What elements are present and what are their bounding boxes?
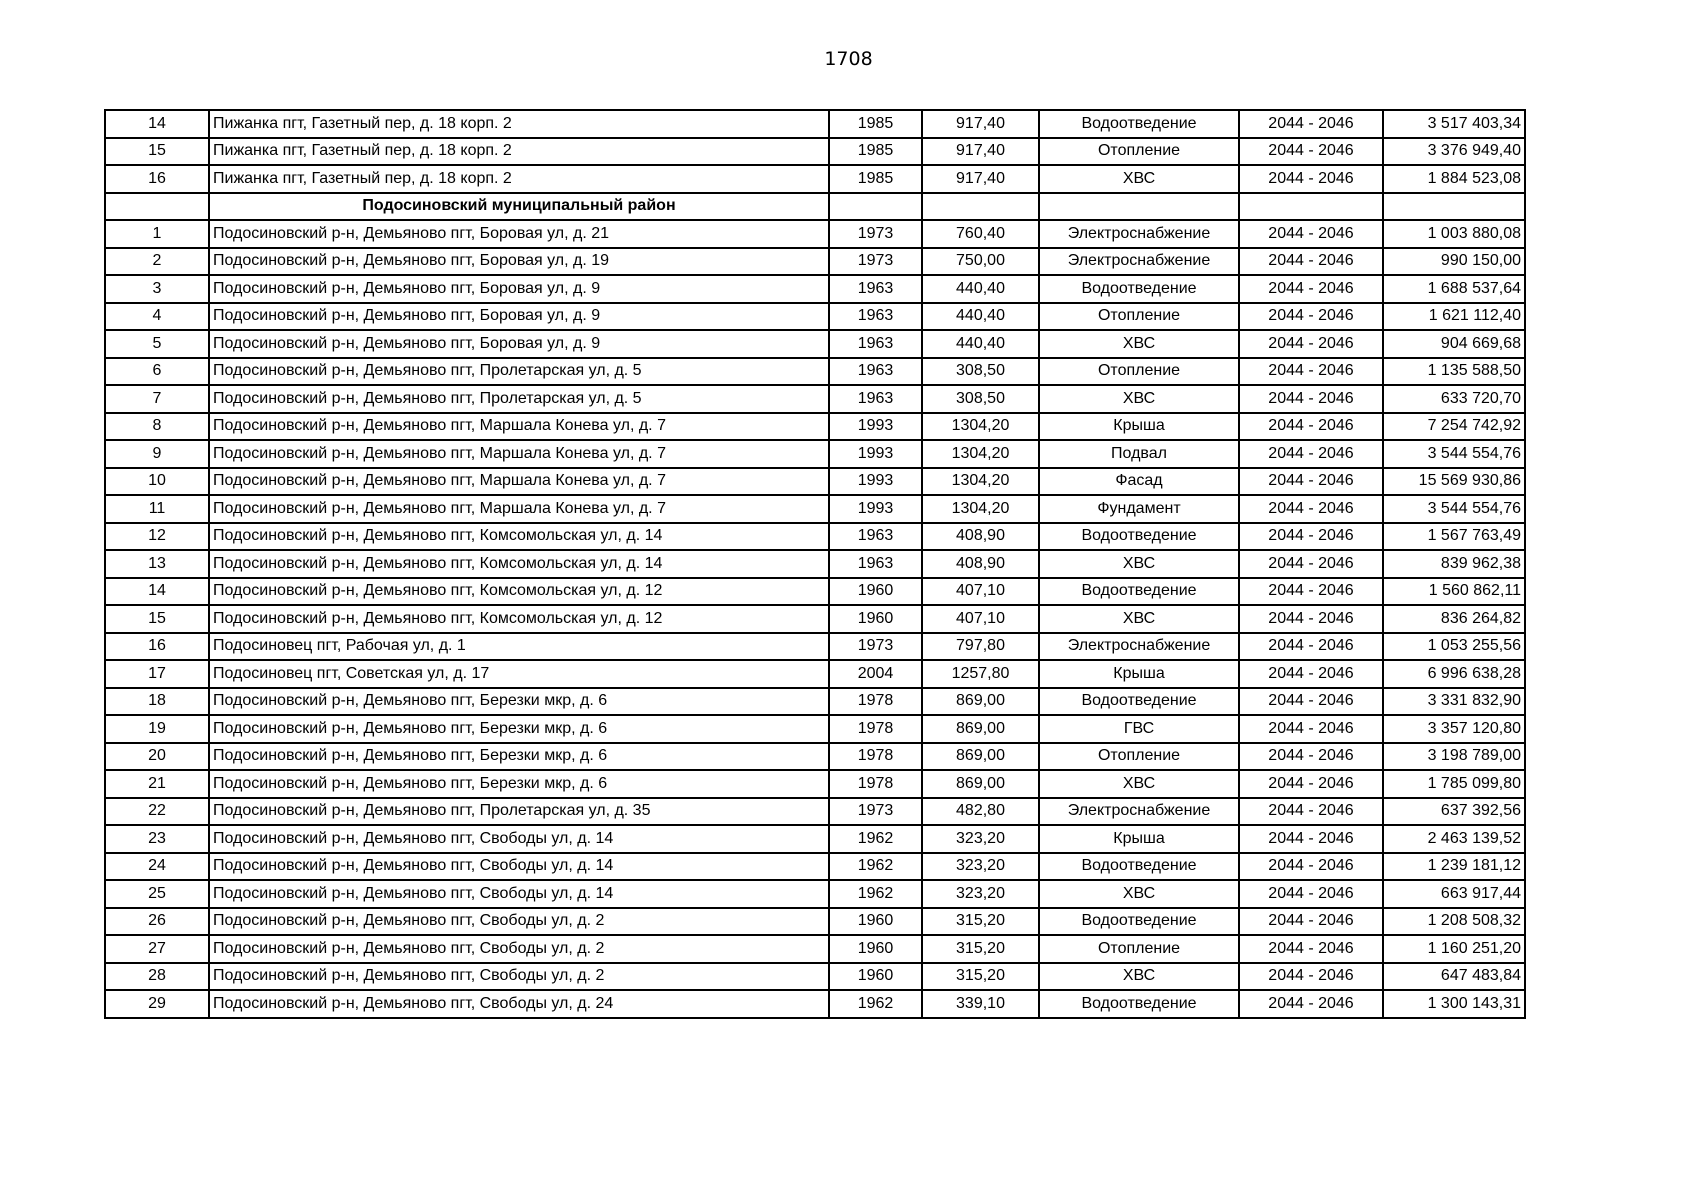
year-cell: 1963 <box>829 275 922 303</box>
work-type-cell: Водоотведение <box>1039 688 1239 716</box>
row-number: 20 <box>105 743 209 771</box>
work-type-cell: Водоотведение <box>1039 578 1239 606</box>
table-row <box>105 385 1525 413</box>
area-cell: 869,00 <box>922 770 1039 798</box>
table-row <box>105 303 1525 331</box>
cost-cell: 2 463 139,52 <box>1383 825 1525 853</box>
row-number: 14 <box>105 110 209 138</box>
year-cell: 1978 <box>829 715 922 743</box>
empty-cell <box>1039 193 1239 221</box>
register-body <box>105 110 1525 1018</box>
period-cell: 2044 - 2046 <box>1239 413 1383 441</box>
area-cell: 323,20 <box>922 853 1039 881</box>
address-cell: Подосиновский р-н, Демьяново пгт, Березки мкр, д. 6 <box>209 770 829 798</box>
area-cell: 869,00 <box>922 743 1039 771</box>
area-cell: 917,40 <box>922 165 1039 193</box>
cost-cell: 1 785 099,80 <box>1383 770 1525 798</box>
empty-cell <box>829 193 922 221</box>
address-cell: Подосиновский р-н, Демьяново пгт, Свободы ул, д. 14 <box>209 880 829 908</box>
empty-cell <box>922 193 1039 221</box>
year-cell: 1993 <box>829 440 922 468</box>
cost-cell: 3 544 554,76 <box>1383 440 1525 468</box>
cost-cell: 3 376 949,40 <box>1383 138 1525 166</box>
year-cell: 1963 <box>829 385 922 413</box>
year-cell: 1993 <box>829 413 922 441</box>
cost-cell: 637 392,56 <box>1383 798 1525 826</box>
cost-cell: 990 150,00 <box>1383 248 1525 276</box>
address-cell: Подосиновский р-н, Демьяново пгт, Боровая ул, д. 9 <box>209 275 829 303</box>
work-type-cell: Отопление <box>1039 303 1239 331</box>
row-number: 29 <box>105 990 209 1018</box>
work-type-cell: Электроснабжение <box>1039 220 1239 248</box>
cost-cell: 1 884 523,08 <box>1383 165 1525 193</box>
section-header-row <box>105 193 1525 221</box>
area-cell: 440,40 <box>922 303 1039 331</box>
row-number: 27 <box>105 935 209 963</box>
address-cell: Подосиновец пгт, Рабочая ул, д. 1 <box>209 633 829 661</box>
period-cell: 2044 - 2046 <box>1239 440 1383 468</box>
table-row <box>105 138 1525 166</box>
row-number: 3 <box>105 275 209 303</box>
year-cell: 1978 <box>829 770 922 798</box>
address-cell: Пижанка пгт, Газетный пер, д. 18 корп. 2 <box>209 165 829 193</box>
row-number: 28 <box>105 963 209 991</box>
work-type-cell: ХВС <box>1039 770 1239 798</box>
address-cell: Подосиновский р-н, Демьяново пгт, Свободы ул, д. 24 <box>209 990 829 1018</box>
address-cell: Подосиновский р-н, Демьяново пгт, Пролетарская ул, д. 5 <box>209 385 829 413</box>
table-row <box>105 358 1525 386</box>
period-cell: 2044 - 2046 <box>1239 220 1383 248</box>
table-row <box>105 165 1525 193</box>
year-cell: 1960 <box>829 935 922 963</box>
work-type-cell: ХВС <box>1039 330 1239 358</box>
address-cell: Подосиновский р-н, Демьяново пгт, Свободы ул, д. 2 <box>209 908 829 936</box>
period-cell: 2044 - 2046 <box>1239 248 1383 276</box>
address-cell: Подосиновский р-н, Демьяново пгт, Маршала Конева ул, д. 7 <box>209 495 829 523</box>
area-cell: 869,00 <box>922 715 1039 743</box>
area-cell: 308,50 <box>922 358 1039 386</box>
year-cell: 1963 <box>829 523 922 551</box>
work-type-cell: ХВС <box>1039 605 1239 633</box>
row-number: 2 <box>105 248 209 276</box>
area-cell: 339,10 <box>922 990 1039 1018</box>
table-row <box>105 633 1525 661</box>
work-type-cell: Водоотведение <box>1039 990 1239 1018</box>
cost-cell: 647 483,84 <box>1383 963 1525 991</box>
row-number: 25 <box>105 880 209 908</box>
row-number: 7 <box>105 385 209 413</box>
year-cell: 1963 <box>829 550 922 578</box>
table-row <box>105 825 1525 853</box>
year-cell: 1963 <box>829 358 922 386</box>
area-cell: 407,10 <box>922 605 1039 633</box>
work-type-cell: Водоотведение <box>1039 523 1239 551</box>
area-cell: 1304,20 <box>922 413 1039 441</box>
cost-cell: 1 053 255,56 <box>1383 633 1525 661</box>
area-cell: 440,40 <box>922 330 1039 358</box>
area-cell: 408,90 <box>922 550 1039 578</box>
cost-cell: 7 254 742,92 <box>1383 413 1525 441</box>
row-number: 18 <box>105 688 209 716</box>
year-cell: 1978 <box>829 688 922 716</box>
period-cell: 2044 - 2046 <box>1239 715 1383 743</box>
period-cell: 2044 - 2046 <box>1239 275 1383 303</box>
area-cell: 315,20 <box>922 935 1039 963</box>
address-cell: Подосиновский р-н, Демьяново пгт, Свободы ул, д. 2 <box>209 935 829 963</box>
period-cell: 2044 - 2046 <box>1239 633 1383 661</box>
table-row <box>105 853 1525 881</box>
year-cell: 1962 <box>829 880 922 908</box>
year-cell: 1960 <box>829 963 922 991</box>
row-number: 21 <box>105 770 209 798</box>
row-number: 8 <box>105 413 209 441</box>
row-number: 16 <box>105 633 209 661</box>
area-cell: 917,40 <box>922 138 1039 166</box>
address-cell: Подосиновский р-н, Демьяново пгт, Березки мкр, д. 6 <box>209 715 829 743</box>
year-cell: 1960 <box>829 578 922 606</box>
table-row <box>105 275 1525 303</box>
area-cell: 1304,20 <box>922 468 1039 496</box>
address-cell: Подосиновский р-н, Демьяново пгт, Боровая ул, д. 9 <box>209 330 829 358</box>
work-type-cell: Фундамент <box>1039 495 1239 523</box>
area-cell: 323,20 <box>922 825 1039 853</box>
table-row <box>105 413 1525 441</box>
work-type-cell: Отопление <box>1039 138 1239 166</box>
table-row <box>105 550 1525 578</box>
work-type-cell: Электроснабжение <box>1039 633 1239 661</box>
year-cell: 1993 <box>829 495 922 523</box>
table-row <box>105 605 1525 633</box>
area-cell: 407,10 <box>922 578 1039 606</box>
row-number: 5 <box>105 330 209 358</box>
year-cell: 1960 <box>829 605 922 633</box>
period-cell: 2044 - 2046 <box>1239 468 1383 496</box>
period-cell: 2044 - 2046 <box>1239 963 1383 991</box>
table-row <box>105 880 1525 908</box>
address-cell: Подосиновский р-н, Демьяново пгт, Комсомольская ул, д. 14 <box>209 550 829 578</box>
area-cell: 482,80 <box>922 798 1039 826</box>
cost-cell: 1 135 588,50 <box>1383 358 1525 386</box>
row-number: 15 <box>105 138 209 166</box>
year-cell: 1963 <box>829 330 922 358</box>
address-cell: Подосиновский р-н, Демьяново пгт, Маршала Конева ул, д. 7 <box>209 468 829 496</box>
period-cell: 2044 - 2046 <box>1239 303 1383 331</box>
row-number: 22 <box>105 798 209 826</box>
area-cell: 315,20 <box>922 963 1039 991</box>
cost-cell: 1 567 763,49 <box>1383 523 1525 551</box>
area-cell: 760,40 <box>922 220 1039 248</box>
area-cell: 869,00 <box>922 688 1039 716</box>
address-cell: Подосиновский р-н, Демьяново пгт, Пролетарская ул, д. 5 <box>209 358 829 386</box>
row-number: 14 <box>105 578 209 606</box>
row-number: 24 <box>105 853 209 881</box>
empty-cell <box>1239 193 1383 221</box>
area-cell: 323,20 <box>922 880 1039 908</box>
address-cell: Подосиновский р-н, Демьяново пгт, Березки мкр, д. 6 <box>209 743 829 771</box>
row-number: 26 <box>105 908 209 936</box>
period-cell: 2044 - 2046 <box>1239 138 1383 166</box>
year-cell: 1973 <box>829 633 922 661</box>
cost-cell: 1 560 862,11 <box>1383 578 1525 606</box>
period-cell: 2044 - 2046 <box>1239 330 1383 358</box>
period-cell: 2044 - 2046 <box>1239 385 1383 413</box>
cost-cell: 836 264,82 <box>1383 605 1525 633</box>
address-cell: Подосиновский р-н, Демьяново пгт, Маршала Конева ул, д. 7 <box>209 440 829 468</box>
work-type-cell: Водоотведение <box>1039 110 1239 138</box>
area-cell: 315,20 <box>922 908 1039 936</box>
work-type-cell: ХВС <box>1039 963 1239 991</box>
address-cell: Подосиновец пгт, Советская ул, д. 17 <box>209 660 829 688</box>
year-cell: 1978 <box>829 743 922 771</box>
cost-cell: 3 357 120,80 <box>1383 715 1525 743</box>
work-type-cell: ХВС <box>1039 385 1239 413</box>
work-type-cell: Отопление <box>1039 935 1239 963</box>
period-cell: 2044 - 2046 <box>1239 990 1383 1018</box>
period-cell: 2044 - 2046 <box>1239 578 1383 606</box>
table-row <box>105 688 1525 716</box>
cost-cell: 3 544 554,76 <box>1383 495 1525 523</box>
table-row <box>105 523 1525 551</box>
table-row <box>105 440 1525 468</box>
year-cell: 1962 <box>829 853 922 881</box>
period-cell: 2044 - 2046 <box>1239 688 1383 716</box>
year-cell: 1960 <box>829 908 922 936</box>
row-number: 4 <box>105 303 209 331</box>
table-row <box>105 715 1525 743</box>
work-type-cell: Фасад <box>1039 468 1239 496</box>
year-cell: 1985 <box>829 138 922 166</box>
work-type-cell: Подвал <box>1039 440 1239 468</box>
work-type-cell: Водоотведение <box>1039 853 1239 881</box>
year-cell: 1962 <box>829 825 922 853</box>
year-cell: 1963 <box>829 303 922 331</box>
period-cell: 2044 - 2046 <box>1239 935 1383 963</box>
area-cell: 1304,20 <box>922 495 1039 523</box>
table-row <box>105 963 1525 991</box>
table-row <box>105 770 1525 798</box>
period-cell: 2044 - 2046 <box>1239 495 1383 523</box>
year-cell: 1973 <box>829 220 922 248</box>
cost-cell: 839 962,38 <box>1383 550 1525 578</box>
period-cell: 2044 - 2046 <box>1239 165 1383 193</box>
page-number: 1708 <box>824 48 873 70</box>
year-cell: 2004 <box>829 660 922 688</box>
cost-cell: 1 300 143,31 <box>1383 990 1525 1018</box>
row-number: 13 <box>105 550 209 578</box>
row-number: 9 <box>105 440 209 468</box>
row-number: 15 <box>105 605 209 633</box>
row-number: 12 <box>105 523 209 551</box>
row-number: 1 <box>105 220 209 248</box>
period-cell: 2044 - 2046 <box>1239 660 1383 688</box>
table-row <box>105 578 1525 606</box>
section-title: Подосиновский муниципальный район <box>209 193 829 221</box>
cost-cell: 1 208 508,32 <box>1383 908 1525 936</box>
row-number: 6 <box>105 358 209 386</box>
area-cell: 1257,80 <box>922 660 1039 688</box>
work-type-cell: Крыша <box>1039 825 1239 853</box>
row-number: 19 <box>105 715 209 743</box>
table-row <box>105 798 1525 826</box>
cost-cell: 1 003 880,08 <box>1383 220 1525 248</box>
address-cell: Подосиновский р-н, Демьяново пгт, Свободы ул, д. 2 <box>209 963 829 991</box>
period-cell: 2044 - 2046 <box>1239 908 1383 936</box>
cost-cell: 1 621 112,40 <box>1383 303 1525 331</box>
table-row <box>105 110 1525 138</box>
work-type-cell: ГВС <box>1039 715 1239 743</box>
table-row <box>105 990 1525 1018</box>
cost-cell: 6 996 638,28 <box>1383 660 1525 688</box>
work-type-cell: Крыша <box>1039 660 1239 688</box>
period-cell: 2044 - 2046 <box>1239 523 1383 551</box>
row-number: 11 <box>105 495 209 523</box>
area-cell: 1304,20 <box>922 440 1039 468</box>
address-cell: Подосиновский р-н, Демьяново пгт, Свободы ул, д. 14 <box>209 853 829 881</box>
area-cell: 750,00 <box>922 248 1039 276</box>
table-row <box>105 743 1525 771</box>
cost-cell: 1 160 251,20 <box>1383 935 1525 963</box>
period-cell: 2044 - 2046 <box>1239 743 1383 771</box>
address-cell: Пижанка пгт, Газетный пер, д. 18 корп. 2 <box>209 138 829 166</box>
period-cell: 2044 - 2046 <box>1239 550 1383 578</box>
address-cell: Подосиновский р-н, Демьяново пгт, Боровая ул, д. 19 <box>209 248 829 276</box>
row-number: 23 <box>105 825 209 853</box>
cost-cell: 1 688 537,64 <box>1383 275 1525 303</box>
table-row <box>105 660 1525 688</box>
work-type-cell: Электроснабжение <box>1039 248 1239 276</box>
cost-cell: 1 239 181,12 <box>1383 853 1525 881</box>
table-row <box>105 908 1525 936</box>
cost-cell: 3 198 789,00 <box>1383 743 1525 771</box>
year-cell: 1973 <box>829 798 922 826</box>
area-cell: 797,80 <box>922 633 1039 661</box>
address-cell: Подосиновский р-н, Демьяново пгт, Маршала Конева ул, д. 7 <box>209 413 829 441</box>
table-row <box>105 468 1525 496</box>
period-cell: 2044 - 2046 <box>1239 853 1383 881</box>
table-row <box>105 248 1525 276</box>
work-type-cell: Водоотведение <box>1039 275 1239 303</box>
cost-cell: 15 569 930,86 <box>1383 468 1525 496</box>
cost-cell: 3 331 832,90 <box>1383 688 1525 716</box>
empty-cell <box>105 193 209 221</box>
area-cell: 408,90 <box>922 523 1039 551</box>
area-cell: 308,50 <box>922 385 1039 413</box>
address-cell: Подосиновский р-н, Демьяново пгт, Березки мкр, д. 6 <box>209 688 829 716</box>
year-cell: 1985 <box>829 110 922 138</box>
cost-cell: 633 720,70 <box>1383 385 1525 413</box>
address-cell: Подосиновский р-н, Демьяново пгт, Комсомольская ул, д. 14 <box>209 523 829 551</box>
cost-cell: 663 917,44 <box>1383 880 1525 908</box>
table-row <box>105 495 1525 523</box>
year-cell: 1985 <box>829 165 922 193</box>
work-type-cell: Водоотведение <box>1039 908 1239 936</box>
address-cell: Пижанка пгт, Газетный пер, д. 18 корп. 2 <box>209 110 829 138</box>
year-cell: 1962 <box>829 990 922 1018</box>
row-number: 10 <box>105 468 209 496</box>
address-cell: Подосиновский р-н, Демьяново пгт, Комсомольская ул, д. 12 <box>209 605 829 633</box>
period-cell: 2044 - 2046 <box>1239 605 1383 633</box>
period-cell: 2044 - 2046 <box>1239 358 1383 386</box>
address-cell: Подосиновский р-н, Демьяново пгт, Боровая ул, д. 21 <box>209 220 829 248</box>
cost-cell: 904 669,68 <box>1383 330 1525 358</box>
table-row <box>105 220 1525 248</box>
area-cell: 917,40 <box>922 110 1039 138</box>
table-row <box>105 935 1525 963</box>
row-number: 17 <box>105 660 209 688</box>
repair-register-table <box>104 109 1526 1019</box>
year-cell: 1993 <box>829 468 922 496</box>
work-type-cell: Отопление <box>1039 358 1239 386</box>
work-type-cell: ХВС <box>1039 550 1239 578</box>
address-cell: Подосиновский р-н, Демьяново пгт, Боровая ул, д. 9 <box>209 303 829 331</box>
year-cell: 1973 <box>829 248 922 276</box>
work-type-cell: ХВС <box>1039 880 1239 908</box>
period-cell: 2044 - 2046 <box>1239 798 1383 826</box>
cost-cell: 3 517 403,34 <box>1383 110 1525 138</box>
work-type-cell: Крыша <box>1039 413 1239 441</box>
period-cell: 2044 - 2046 <box>1239 110 1383 138</box>
address-cell: Подосиновский р-н, Демьяново пгт, Свободы ул, д. 14 <box>209 825 829 853</box>
period-cell: 2044 - 2046 <box>1239 770 1383 798</box>
work-type-cell: Отопление <box>1039 743 1239 771</box>
table-row <box>105 330 1525 358</box>
address-cell: Подосиновский р-н, Демьяново пгт, Пролетарская ул, д. 35 <box>209 798 829 826</box>
period-cell: 2044 - 2046 <box>1239 880 1383 908</box>
period-cell: 2044 - 2046 <box>1239 825 1383 853</box>
row-number: 16 <box>105 165 209 193</box>
work-type-cell: ХВС <box>1039 165 1239 193</box>
work-type-cell: Электроснабжение <box>1039 798 1239 826</box>
address-cell: Подосиновский р-н, Демьяново пгт, Комсомольская ул, д. 12 <box>209 578 829 606</box>
area-cell: 440,40 <box>922 275 1039 303</box>
empty-cell <box>1383 193 1525 221</box>
